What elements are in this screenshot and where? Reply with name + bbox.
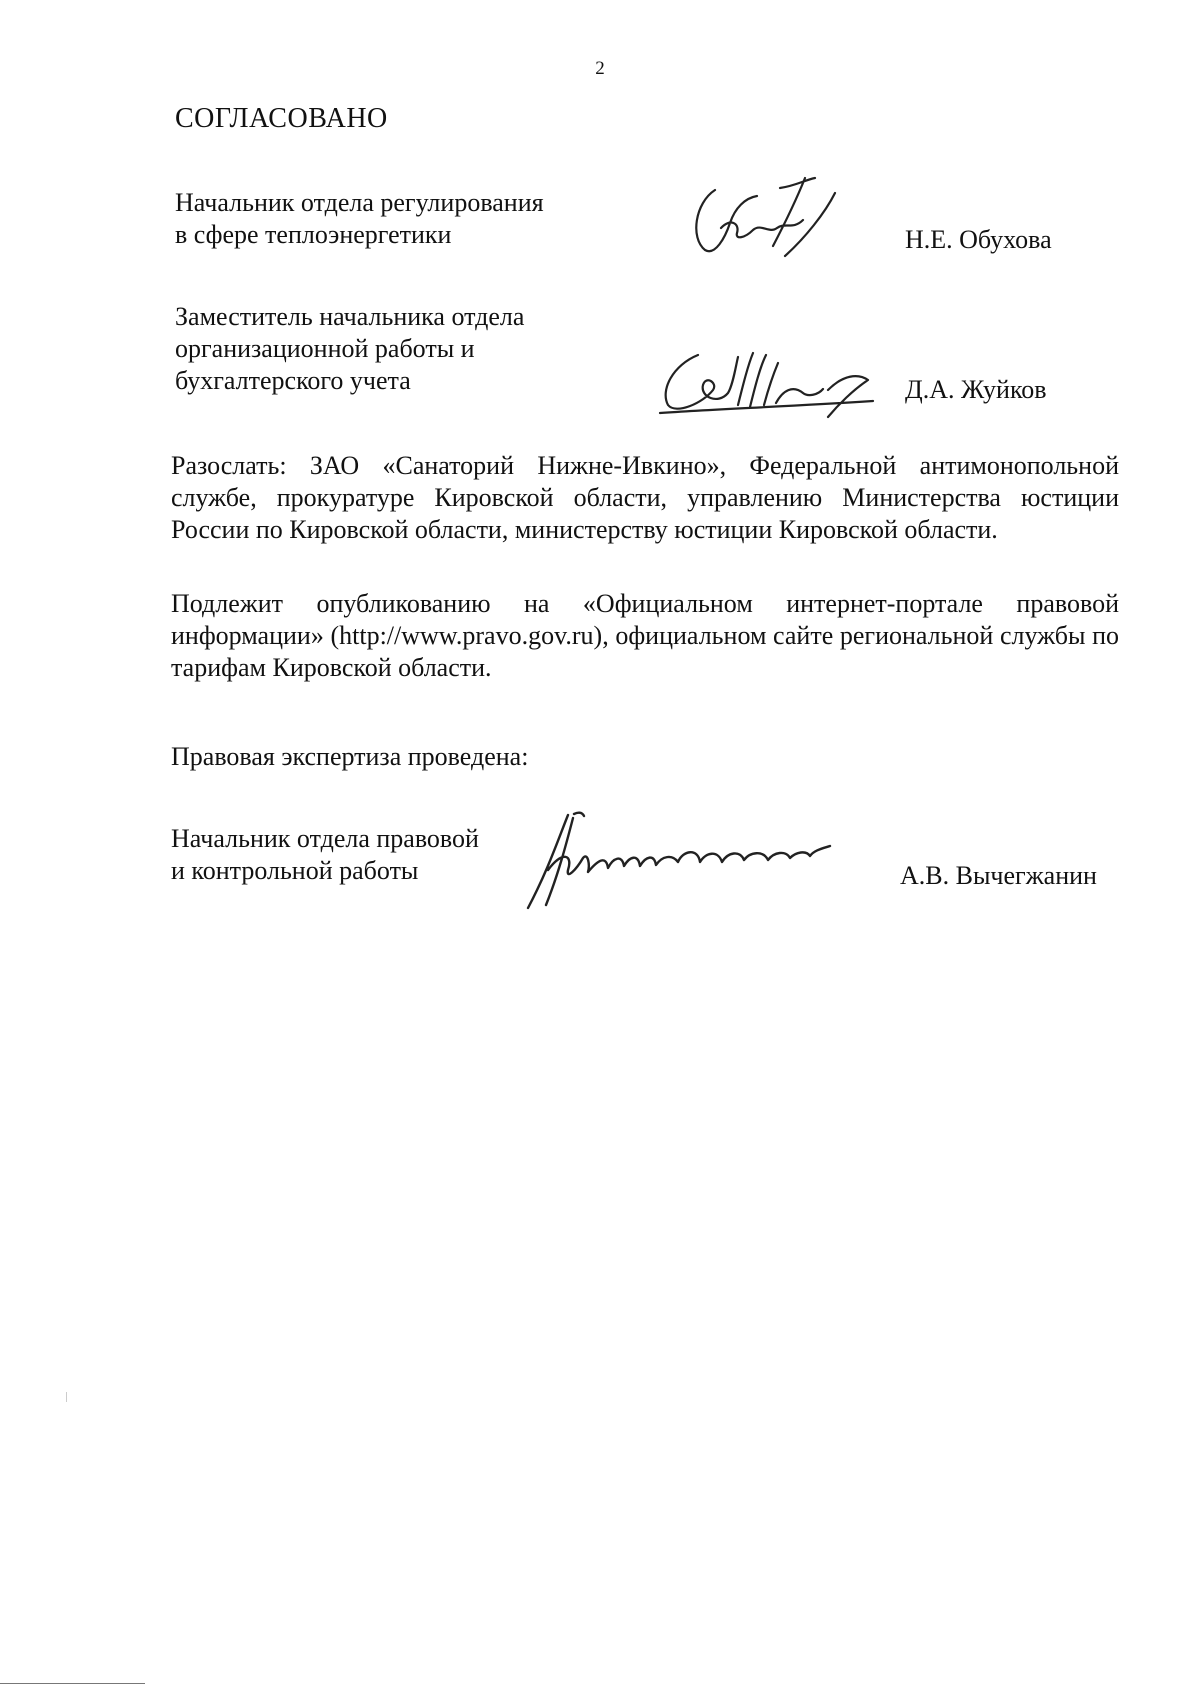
position-line: бухгалтерского учета [175, 366, 411, 395]
position-line: и контрольной работы [171, 856, 419, 885]
position-line: Начальник отдела регулирования [175, 188, 544, 217]
approver-2-signature [658, 345, 888, 420]
legal-reviewer-name: А.В. Вычегжанин [900, 861, 1097, 890]
approver-2-name: Д.А. Жуйков [905, 375, 1047, 404]
approver-1-name: Н.Е. Обухова [905, 225, 1052, 254]
position-line: Начальник отдела правовой [171, 824, 479, 853]
approval-heading: СОГЛАСОВАНО [175, 103, 388, 134]
distribution-paragraph: Разослать: ЗАО «Санаторий Нижне-Ивкино», Федеральной антимонопольной службе, прокуратуре Кировской области, управлению Министерства юстиции России по Кировской области, министерству юстиции Кировской области. [171, 451, 1119, 544]
legal-review-signature [518, 810, 838, 910]
page-edge-line [0, 1683, 145, 1684]
position-line: в сфере теплоэнергетики [175, 220, 452, 249]
margin-mark [66, 1392, 67, 1402]
page-number: 2 [595, 58, 605, 79]
position-line: организационной работы и [175, 334, 475, 363]
approver-2-position [175, 301, 524, 397]
publication-paragraph: Подлежит опубликованию на «Официальном интернет-портале правовой информации» (http://www.pravo.gov.ru), официальном сайте региональной службы по тарифам Кировской области. [171, 589, 1119, 682]
approver-1-signature [685, 168, 865, 263]
approver-1-position [175, 187, 544, 251]
legal-review-statement: Правовая экспертиза проведена: [171, 742, 529, 771]
position-line: Заместитель начальника отдела [175, 302, 525, 331]
legal-review-position [171, 823, 479, 887]
